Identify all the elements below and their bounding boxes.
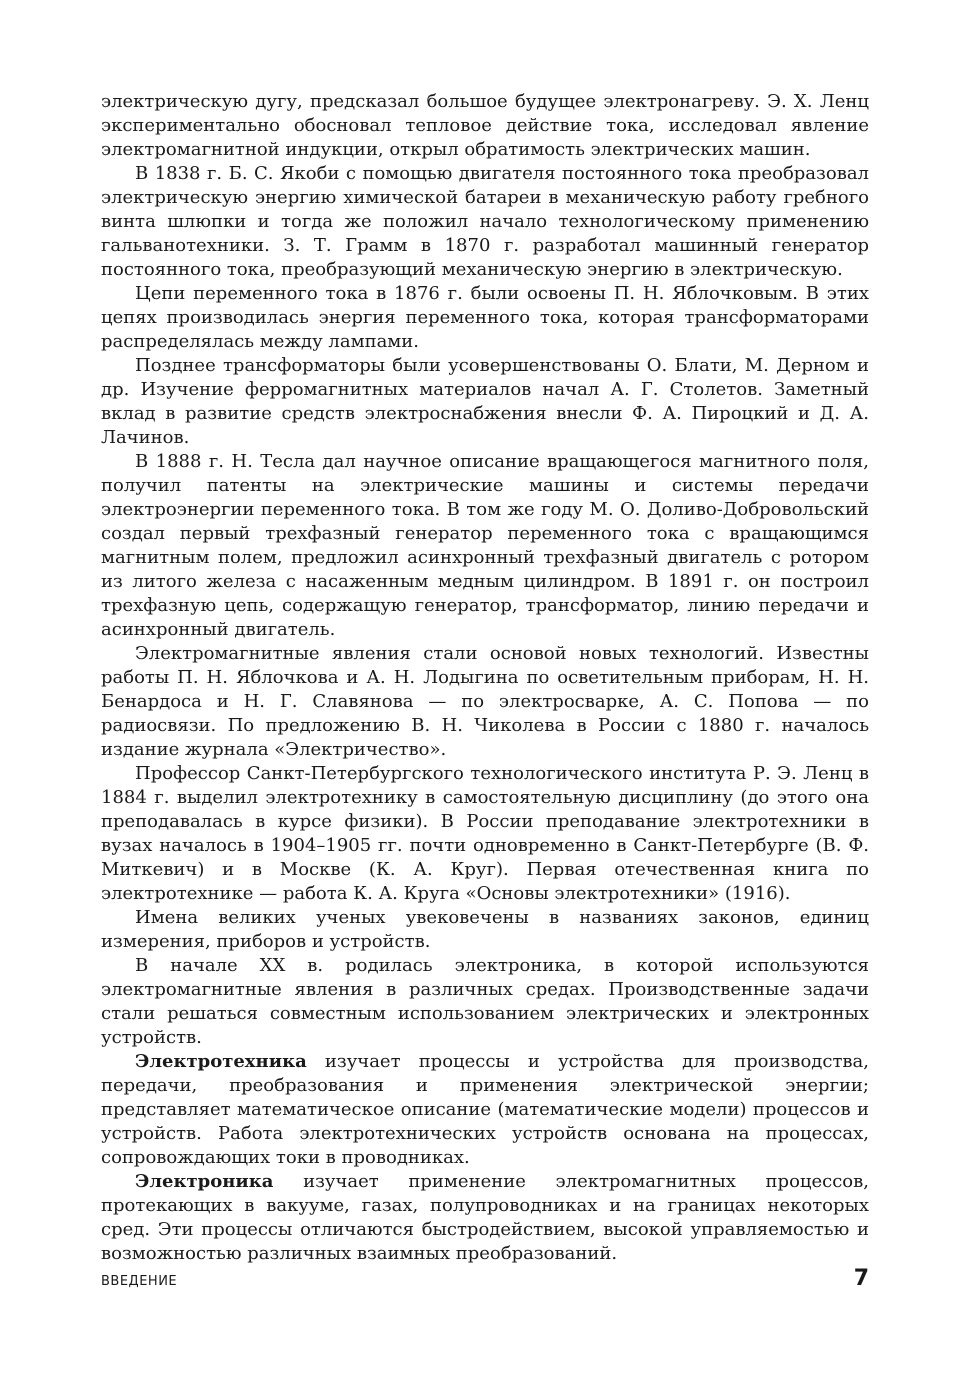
body-text [101,90,869,1266]
definition-text: изучает применение электромагнитных процессов, протекающих в вакууме, газах, полупроводниках и на границах некоторых сред. Эти процессы отличаются быстродействием, высокой управляемостью и возможностью различных взаимных преобразований. [101,1171,869,1264]
paragraph: Цепи переменного тока в 1876 г. были освоены П. Н. Яблочковым. В этих цепях производилась энергия переменного тока, которая трансформаторами распределялась между лампами. [101,283,869,352]
paragraph: В 1888 г. Н. Тесла дал научное описание вращающегося магнитного поля, получил патенты на электрические машины и системы передачи электроэнергии переменного тока. В том же году М. О. Доливо-Добровольский создал первый трехфазный генератор переменного тока с вращающимся магнитным полем, предложил асинхронный трехфазный двигатель с ротором из литого железа с насаженным медным цилиндром. В 1891 г. он построил трехфазную цепь, содержащую генератор, трансформатор, линию передачи и асинхронный двигатель. [101,451,869,640]
paragraph-electronics-definition [101,1170,869,1266]
page-number: 7 [853,1266,869,1291]
term-electronics: Электроника [135,1171,274,1192]
paragraph: Электромагнитные явления стали основой новых технологий. Известны работы П. Н. Яблочкова и А. Н. Лодыгина по осветительным приборам, Н. Н. Бенардоса и Н. Г. Славянова — по электросварке, А. С. Попова — по радиосвязи. По предложению В. Н. Чиколева в России с 1880 г. началось издание журнала «Электричество». [101,643,869,760]
definition-text: изучает процессы и устройства для производства, передачи, преобразования и применения электрической энергии; представляет математическое описание (математические модели) процессов и устройств. Работа электротехнических устройств основана на процессах, сопровождающих токи в проводниках. [101,1051,869,1168]
page-footer [101,1266,869,1296]
paragraph: Профессор Санкт-Петербургского технологического института Р. Э. Ленц в 1884 г. выделил электротехнику в самостоятельную дисциплину (до этого она преподавалась в курсе физики). В России преподавание электротехники в вузах началось в 1904–1905 гг. почти одновременно в Санкт-Петербурге (В. Ф. Миткевич) и в Москве (К. А. Круг). Первая отечественная книга по электротехнике — работа К. А. Круга «Основы электротехники» (1916). [101,763,869,904]
paragraph: электрическую дугу, предсказал большое будущее электронагреву. Э. Х. Ленц экспериментально обосновал тепловое действие тока, исследовал явление электромагнитной индукции, открыл обратимость электрических машин. [101,91,869,160]
paragraph: Имена великих ученых увековечены в названиях законов, единиц измерения, приборов и устройств. [101,907,869,952]
term-electrotechnics: Электротехника [135,1051,307,1072]
paragraph: Позднее трансформаторы были усовершенствованы О. Блати, М. Дерном и др. Изучение ферромагнитных материалов начал А. Г. Столетов. Заметный вклад в развитие средств электроснабжения внесли Ф. А. Пироцкий и Д. А. Лачинов. [101,355,869,448]
paragraph: В начале XX в. родилась электроника, в которой используются электромагнитные явления в различных средах. Производственные задачи стали решаться совместным использованием электрических и электронных устройств. [101,955,869,1048]
running-head: ВВЕДЕНИЕ [101,1274,178,1289]
paragraph: В 1838 г. Б. С. Якоби с помощью двигателя постоянного тока преобразовал электрическую энергию химической батареи в механическую работу гребного винта шлюпки и тогда же положил начало технологическому применению гальванотехники. З. Т. Грамм в 1870 г. разработал машинный генератор постоянного тока, преобразующий механическую энергию в электрическую. [101,163,869,280]
paragraph-electrotechnics-definition [101,1050,869,1170]
